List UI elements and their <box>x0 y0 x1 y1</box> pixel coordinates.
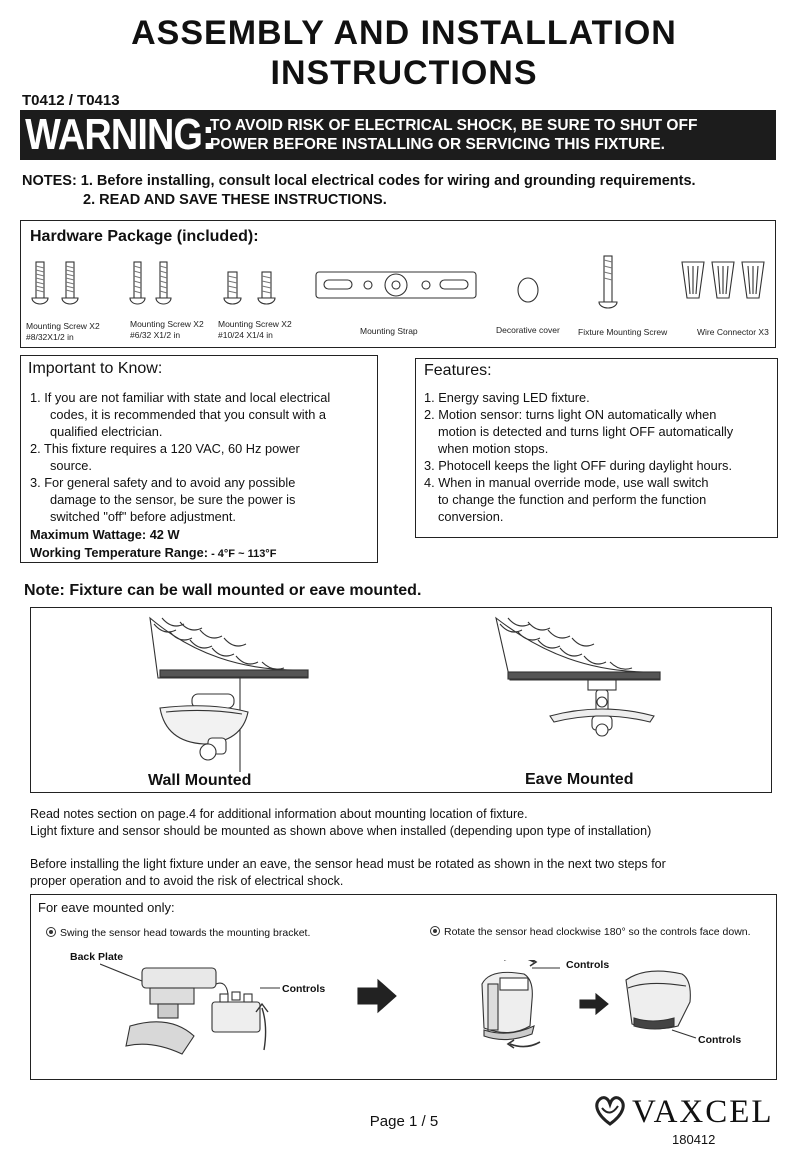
important-item: 2. This fixture requires a 120 VAC, 60 Hz power <box>30 441 300 456</box>
wall-light-icon <box>160 694 248 760</box>
radio-bullet-icon <box>430 926 440 936</box>
brand-heart-icon <box>592 1094 628 1128</box>
hardware-package-title: Hardware Package (included): <box>30 228 259 245</box>
vaxcel-logo <box>592 1090 792 1134</box>
model-number: T0412 / T0413 <box>22 92 120 109</box>
eave-box-title: For eave mounted only: <box>38 900 175 915</box>
temp-range: Working Temperature Range: - 4°F ~ 113°F <box>30 545 277 560</box>
warning-line-2: POWER BEFORE INSTALLING OR SERVICING THIS FIXTURE. <box>210 136 665 153</box>
features-title: Features: <box>424 362 492 379</box>
important-item: 1. If you are not familiar with state and local electrical <box>30 390 331 405</box>
max-wattage: Maximum Wattage: 42 W <box>30 527 180 542</box>
important-title: Important to Know: <box>28 360 163 377</box>
screw-icon <box>32 262 78 304</box>
para-3: Before installing the light fixture under an eave, the sensor head must be rotated as shown in the next two steps for <box>30 857 666 871</box>
sensor-rotated-icon <box>626 971 696 1038</box>
warning-line-1: TO AVOID RISK OF ELECTRICAL SHOCK, BE SURE TO SHUT OFF <box>210 117 698 134</box>
radio-bullet-icon <box>46 927 56 937</box>
para-1: Read notes section on page.4 for additional information about mounting location of fixture. <box>30 807 528 821</box>
warning-banner <box>20 110 776 160</box>
hardware-label-2: Mounting Screw X2 #6/32 X1/2 in <box>130 319 204 340</box>
fixture-screw-icon <box>599 256 617 308</box>
controls-label-2: Controls <box>566 959 610 971</box>
hardware-label-3: Mounting Screw X2 #10/24 X1/4 in <box>218 319 292 340</box>
hardware-illustrations <box>22 250 774 312</box>
hardware-label-1: Mounting Screw X2 #8/32X1/2 in <box>26 321 100 342</box>
hardware-label-4: Mounting Strap <box>360 326 418 336</box>
sensor-swing-icon <box>100 964 280 1054</box>
features-list: 1. Energy saving LED fixture. 2. Motion sensor: turns light ON automatically when motion is detected and turns light OFF automatically when motion stops. 3. Photocell keeps the light OFF during daylight hours. 4. When in manual override mode, use wall switch to change the function and perform the function conversion. <box>424 390 734 524</box>
title-line-1: ASSEMBLY AND INSTALLATION <box>131 14 677 52</box>
back-plate-label: Back Plate <box>70 951 124 963</box>
eave-mounted-caption: Eave Mounted <box>525 771 634 788</box>
arrow-right-icon <box>580 994 608 1014</box>
arrow-right-icon <box>358 980 396 1012</box>
eave-step-illustrations <box>100 960 760 1070</box>
screw-icon <box>130 262 171 304</box>
eave-light-icon <box>550 680 654 736</box>
notes <box>22 172 696 210</box>
controls-label-1: Controls <box>282 983 326 995</box>
mounting-strap-icon <box>316 272 476 298</box>
roof-icon <box>496 618 660 680</box>
warning-text <box>210 116 697 154</box>
wire-connector-icon <box>682 262 764 298</box>
sensor-rotate-icon <box>482 960 560 1048</box>
document-code: 180412 <box>672 1132 716 1147</box>
step-2: Rotate the sensor head clockwise 180° so the controls face down. <box>430 926 751 938</box>
hardware-label-5: Decorative cover <box>496 325 560 335</box>
important-list: 1. If you are not familiar with state and local electrical codes, it is recommended that you consult with a qualified electrician. 2. This fixture requires a 120 VAC, 60 Hz power source. 3. For general safety and to avoid any possible damage to the sensor, be sure the power is switched "off" before adjustment. Maximum Wattage: 42 W Working Temperature Range: - 4°F ~ 113°F <box>30 389 375 563</box>
wall-mounted-caption: Wall Mounted <box>148 772 252 789</box>
mounting-illustrations <box>140 612 780 772</box>
mount-note: Note: Fixture can be wall mounted or eave mounted. <box>24 582 422 599</box>
hardware-label-6: Fixture Mounting Screw <box>578 327 668 337</box>
step-1: Swing the sensor head towards the mounting bracket. <box>46 927 310 939</box>
notes-line-1: NOTES: 1. Before installing, consult local electrical codes for wiring and grounding requirements. <box>22 173 696 189</box>
decorative-cover-icon <box>518 278 538 302</box>
brand-name: VAXCEL <box>632 1094 774 1130</box>
para-4: proper operation and to avoid the risk of electrical shock. <box>30 874 344 888</box>
hardware-label-7: Wire Connector X3 <box>697 327 769 337</box>
notes-line-2: 2. READ AND SAVE THESE INSTRUCTIONS. <box>83 192 387 208</box>
important-item: 3. For general safety and to avoid any possible <box>30 475 296 490</box>
warning-label: WARNING: <box>25 110 214 159</box>
para-2: Light fixture and sensor should be mounted as shown above when installed (depending upon type of installation) <box>30 824 652 838</box>
title-line-2: INSTRUCTIONS <box>270 54 538 92</box>
controls-label-3: Controls <box>698 1034 742 1046</box>
page-number: Page 1 / 5 <box>369 1113 439 1130</box>
screw-icon <box>224 272 275 304</box>
